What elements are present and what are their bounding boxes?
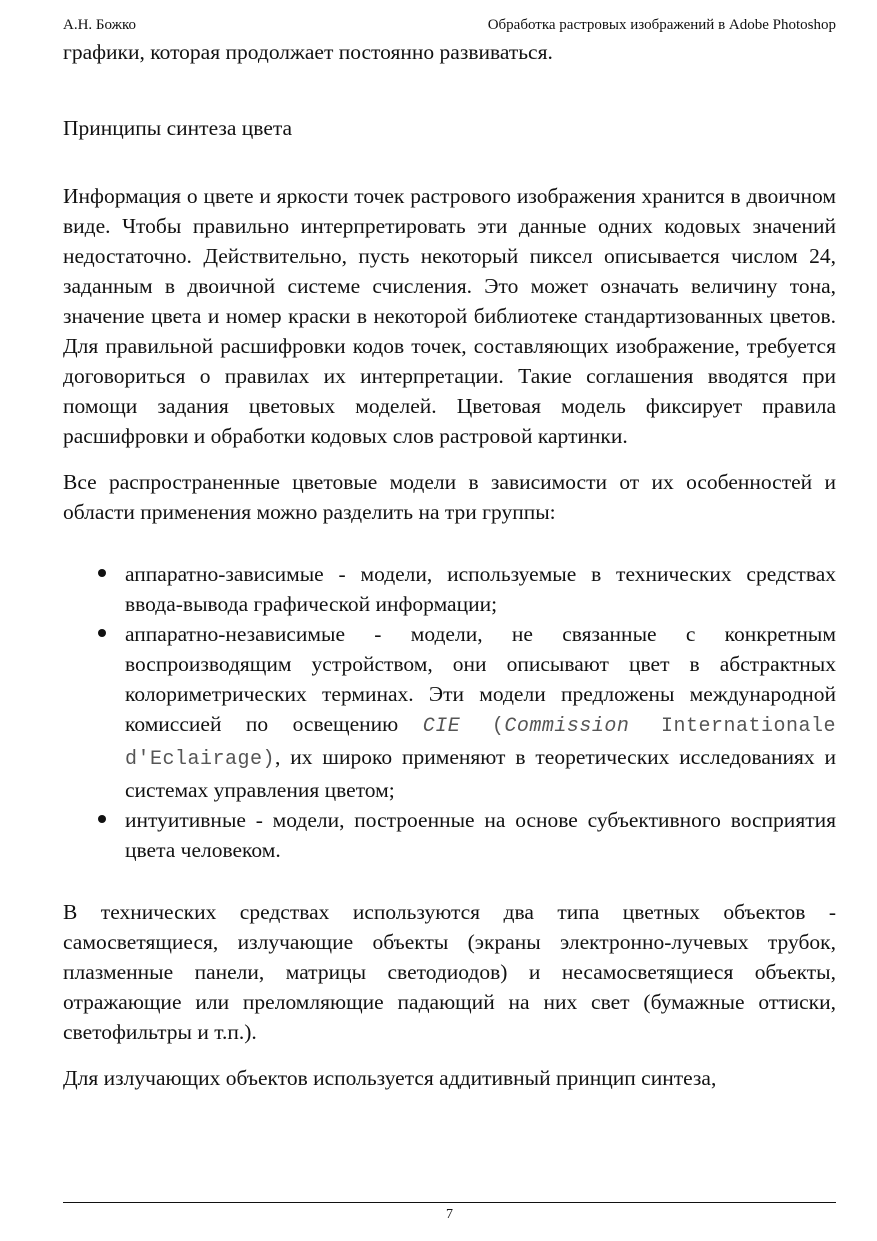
header-book-title: Обработка растровых изображений в Adobe Photoshop bbox=[487, 17, 836, 33]
model-groups-list bbox=[63, 559, 836, 865]
section-heading: Принципы синтеза цвета bbox=[63, 116, 293, 140]
commission-word: Commission bbox=[504, 715, 630, 738]
list-item-text: аппаратно-зависимые - модели, используемые в технических средствах ввода-вывода графической информации; bbox=[125, 562, 836, 616]
running-header bbox=[63, 15, 836, 35]
page-body bbox=[63, 37, 836, 1093]
page-number: 7 bbox=[446, 1207, 453, 1222]
paragraph-object-types: В технических средствах используются два типа цветных объектов - самосветящиеся, излучающие объекты (экраны электронно-лучевых трубок, плазменные панели, матрицы светодиодов) и несамосветящиеся объекты, отражающие или преломляющие падающий на них свет (бумажные оттиски, светофильтры и т.п.). bbox=[63, 900, 836, 1044]
document-page bbox=[63, 0, 836, 1241]
list-item-text: интуитивные - модели, построенные на основе субъективного восприятия цвета человеком. bbox=[125, 808, 836, 862]
list-item-text: аппаратно-независимые - модели, не связанные с конкретным воспроизводящим устройством, они описывают цвет в абстрактных колориметрических терминах. Эти модели предложены международной комиссией по освещению bbox=[125, 622, 836, 736]
list-item-intuitive bbox=[63, 805, 836, 865]
header-author: А.Н. Божко bbox=[63, 17, 137, 33]
footer-divider bbox=[63, 1202, 836, 1203]
paragraph-model-groups: Все распространенные цветовые модели в зависимости от их особенностей и области применения можно разделить на три группы: bbox=[63, 470, 836, 524]
cie-abbreviation: CIE bbox=[422, 715, 461, 738]
paren-open: ( bbox=[460, 715, 505, 738]
list-item-device-independent bbox=[63, 619, 836, 805]
continuation-text: графики, которая продолжает постоянно развиваться. bbox=[63, 40, 553, 64]
list-item-text-end: , их широко применяют в теоретических исследованиях и системах управления цветом; bbox=[125, 745, 836, 802]
paragraph-additive: Для излучающих объектов используется аддитивный принцип синтеза, bbox=[63, 1066, 717, 1090]
paragraph-color-info: Информация о цвете и яркости точек растрового изображения хранится в двоичном виде. Чтобы правильно интерпретировать эти данные одних кодовых значений недостаточно. Действительно, пусть некоторый пиксел описывается числом 24, заданным в двоичной системе счисления. Это может означать величину тона, значение цвета и номер краски в некоторой библиотеке стандартизованных цветов. Для правильной расшифровки кодов точек, составляющих изображение, требуется договориться о правилах их интерпретации. Такие соглашения вводятся при помощи задания цветовых моделей. Цветовая модель фиксирует правила расшифровки и обработки кодовых слов растровой картинки. bbox=[63, 184, 836, 448]
cie-full-name: Internationale d'Eclairage) bbox=[125, 715, 836, 771]
list-item-device-dependent bbox=[63, 559, 836, 619]
